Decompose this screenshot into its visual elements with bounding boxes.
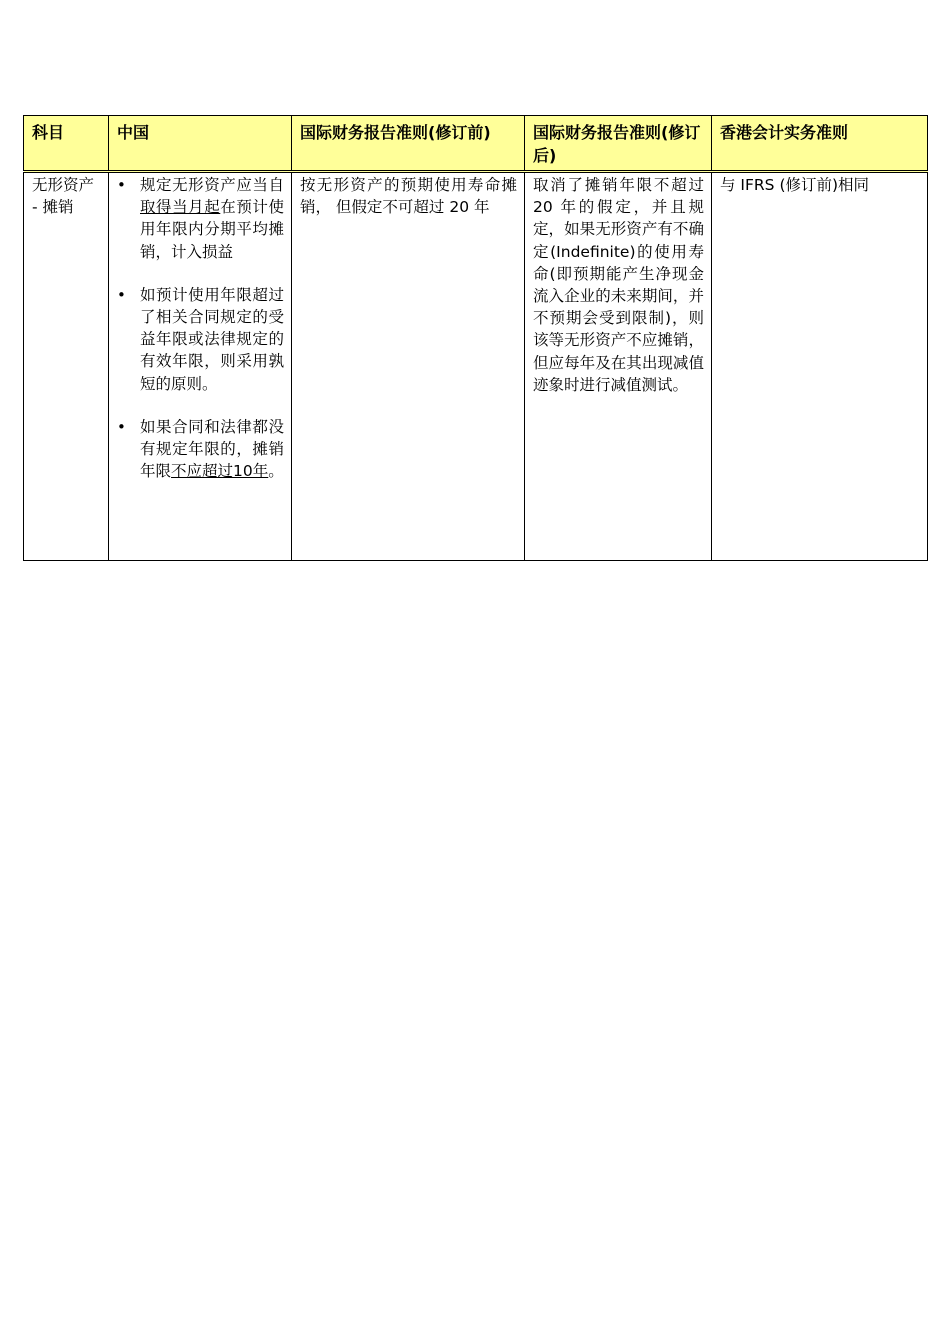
header-row [24, 116, 928, 172]
header-hk: 香港会计实务准则 [712, 116, 928, 172]
list-item: • 规定无形资产应当自取得当月起在预计使用年限内分期平均摊销，计入损益 [117, 176, 284, 261]
cell-china [109, 172, 292, 561]
cell-ifrs-before: 按无形资产的预期使用寿命摊销， 但假定不可超过 20 年 [292, 172, 525, 561]
list-item: • 如预计使用年限超过了相关合同规定的受益年限或法律规定的有效年限，则采用孰短的原则。 [117, 285, 284, 393]
header-ifrs-after: 国际财务报告准则(修订后) [525, 116, 712, 172]
bullet-icon: • [117, 176, 126, 194]
china-bullet-list [117, 174, 284, 482]
table-row [24, 172, 928, 561]
list-item: • 如果合同和法律都没有规定年限的，摊销年限不应超过10年。 [117, 417, 284, 481]
header-china: 中国 [109, 116, 292, 172]
cell-subject: 无形资产 - 摊销 [24, 172, 109, 561]
cell-ifrs-after: 取消了摊销年限不超过 20 年的假定，并且规定，如果无形资产有不确定(Indefinite)的使用寿命(即预期能产生净现金流入企业的未来期间，并不预期会受到限制)，则该等无形资产不应摊销，但应每年及在其出现减值迹象时进行减值测试。 [525, 172, 712, 561]
header-ifrs-before: 国际财务报告准则(修订前) [292, 116, 525, 172]
bullet-icon: • [117, 417, 126, 436]
header-subject: 科目 [24, 116, 109, 172]
cell-hk: 与 IFRS (修订前)相同 [712, 172, 928, 561]
comparison-table [23, 115, 928, 561]
bullet-icon: • [117, 285, 126, 304]
